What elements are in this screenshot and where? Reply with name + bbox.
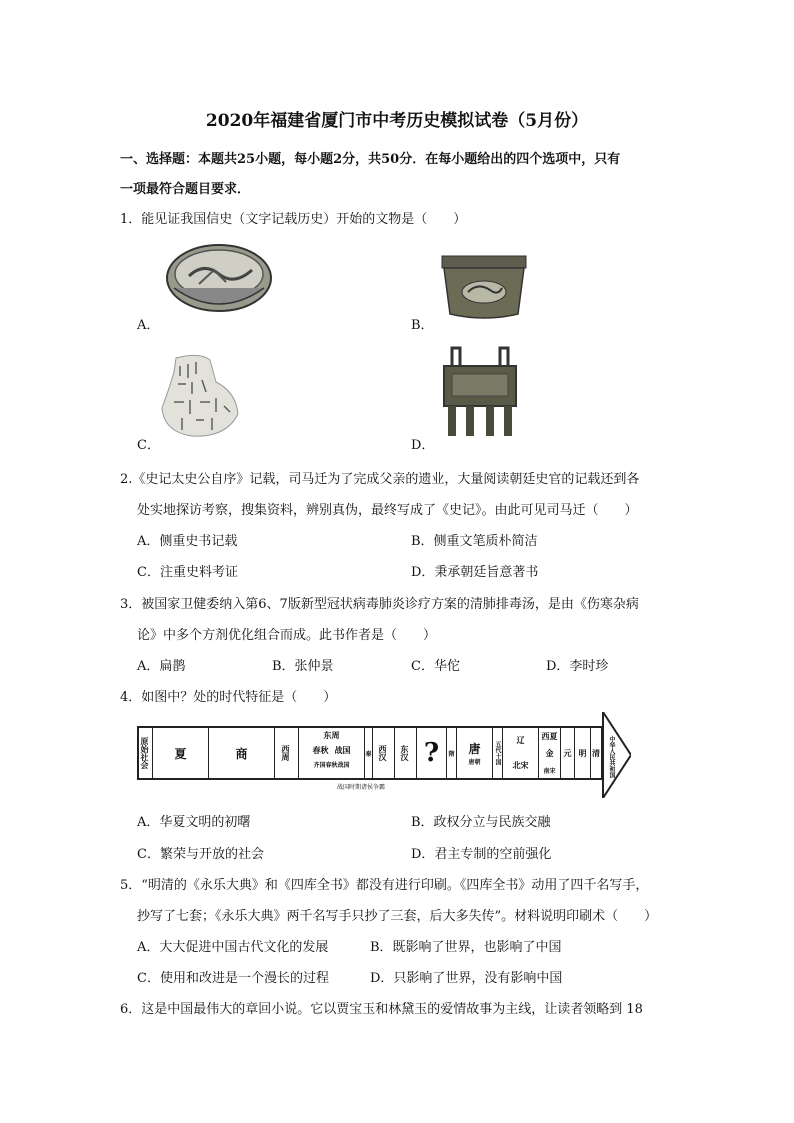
q4-option-c: C．繁荣与开放的社会 [137, 847, 264, 862]
timeline-era-warring-states: 战国 [334, 745, 351, 755]
question-3-line2: 论》中多个方剂优化组合而成。此书作者是（ ） [137, 628, 437, 643]
timeline-note-tang: 唐朝 [468, 759, 481, 766]
page-title: 2020年福建省厦门市中考历史模拟试卷（5月份） [205, 111, 589, 131]
timeline-era-five-dynasties: 五代十国 [494, 741, 501, 765]
timeline-era-yuan: 元 [563, 747, 572, 758]
q2-option-b: B．侧重文笔质朴简洁 [411, 534, 538, 549]
timeline-era-eastern-zhou: 东周 [323, 730, 340, 740]
q1-option-d-label: D． [411, 438, 435, 453]
timeline-era-jin: 金 [545, 748, 554, 759]
timeline-era-qin: 秦 [365, 750, 372, 758]
q2-option-c: C．注重史料考证 [137, 565, 238, 580]
timeline-era-eastern-han: 东汉 [400, 745, 410, 761]
timeline-era-western-zhou: 西周 [281, 745, 291, 761]
question-3-line1: 3．被国家卫健委纳入第6、7版新型冠状病毒肺炎诊疗方案的清肺排毒汤，是由《伤寒杂病 [120, 597, 639, 612]
bronze-ding-image [440, 346, 520, 438]
timeline-era-northern-song: 北宋 [512, 760, 529, 770]
q3-option-c: C．华佗 [411, 659, 460, 674]
q3-option-a: A．扁鹊 [137, 659, 186, 674]
timeline-era-western-han: 西汉 [378, 745, 388, 761]
timeline-band [137, 726, 603, 780]
question-6-line1: 6．这是中国最伟大的章回小说。它以贾宝玉和林黛玉的爱情故事为主线，让读者领略到 18 [120, 1002, 643, 1017]
q1-option-c-label: C． [137, 438, 160, 453]
q3-option-b: B．张仲景 [272, 659, 334, 674]
q3-option-d: D．李时珍 [546, 659, 609, 674]
timeline-era-western-xia: 西夏 [541, 731, 558, 742]
q5-option-c: C．使用和改进是一个漫长的过程 [137, 971, 329, 986]
question-5-line2: 抄写了七套；《永乐大典》两千名写手只抄了三套，后大多失传”。材料说明印刷术（ ） [137, 909, 658, 924]
timeline-note-qi: 齐国春秋战国 [313, 762, 350, 769]
oracle-bone-image [156, 352, 244, 440]
question-1-stem: 1．能见证我国信史（文字记载历史）开始的文物是（ ） [120, 212, 467, 227]
timeline-era-tang: 唐 [468, 742, 481, 756]
timeline-era-qing: 清 [592, 747, 600, 758]
timeline-era-prc: 中华人民共和国 [608, 736, 615, 778]
q1-option-b-label: B． [411, 318, 434, 333]
section-heading-line2: 一项最符合题目要求． [120, 182, 251, 197]
section-heading-line1: 一、选择题：本题共25小题，每小题2分，共50分．在每小题给出的四个选项中，只有 [120, 152, 621, 167]
question-4-stem: 4．如图中？处的时代特征是（ ） [120, 690, 337, 705]
timeline-era-shang: 商 [235, 746, 248, 761]
question-5-line1: 5．“明清的《永乐大典》和《四库全书》都没有进行印刷。《四库全书》动用了四千名写手， [120, 878, 649, 893]
q4-option-b: B．政权分立与民族交融 [411, 815, 551, 830]
timeline-question-mark: ? [423, 738, 440, 768]
question-2-line2: 处实地探访考察，搜集资料，辨别真伪，最终写成了《史记》。由此可见司马迁（ ） [137, 503, 638, 518]
pottery-basin-image [164, 240, 274, 320]
question-2-line1: 2.《史记太史公自序》记载，司马迁为了完成父亲的遗业，大量阅读朝廷史官的记载还到各 [120, 472, 640, 487]
q5-option-b: B．既影响了世界，也影响了中国 [370, 940, 562, 955]
timeline-era-spring-autumn: 春秋 [312, 745, 329, 755]
q1-option-a-label: A． [137, 318, 160, 333]
bronze-vessel-image [438, 252, 530, 324]
timeline-era-primitive: 原始社会 [140, 737, 150, 769]
timeline-note-warring: 战国时期诸侯争霸 [337, 784, 386, 791]
dynasty-timeline [137, 712, 631, 798]
timeline-era-xia: 夏 [174, 746, 187, 761]
timeline-era-liao: 辽 [516, 735, 525, 745]
timeline-era-southern-song: 南宋 [543, 767, 556, 775]
timeline-era-sui: 隋 [448, 750, 455, 758]
q5-option-a: A．大大促进中国古代文化的发展 [137, 940, 329, 955]
timeline-era-ming: 明 [578, 747, 587, 758]
q2-option-a: A．侧重史书记载 [137, 534, 238, 549]
q4-option-d: D．君主专制的空前强化 [411, 847, 552, 862]
q2-option-d: D．秉承朝廷旨意著书 [411, 565, 539, 580]
q4-option-a: A．华夏文明的初曙 [137, 815, 251, 830]
q5-option-d: D．只影响了世界，没有影响中国 [370, 971, 563, 986]
